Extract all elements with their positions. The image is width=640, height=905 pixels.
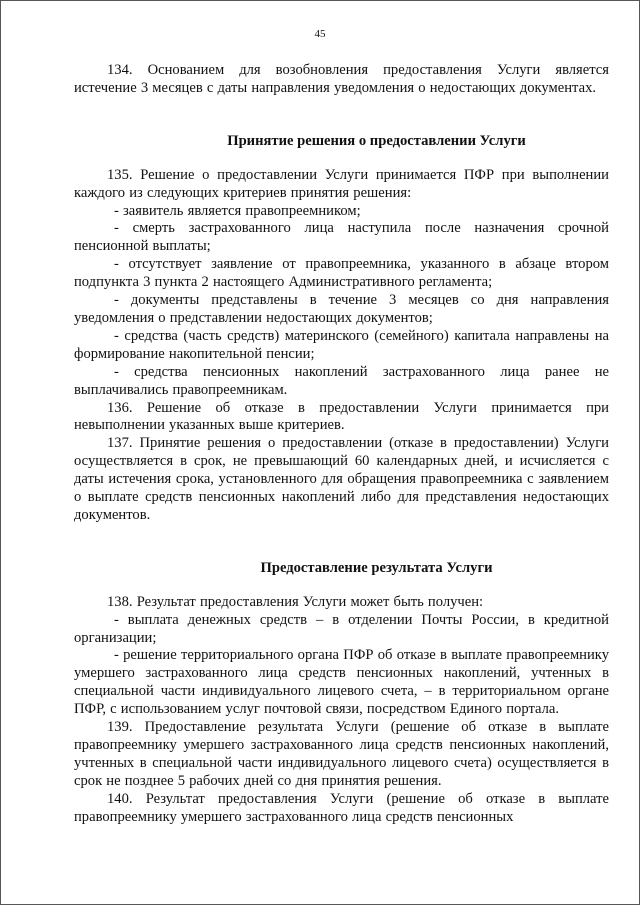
criterion-item: - отсутствует заявление от правопреемника, указанного в абзаце втором подпункта 3 пункта 2 настоящего Административного регламента; [74, 256, 609, 291]
paragraph-136: 136. Решение об отказе в предоставлении Услуги принимается при невыполнении указанных выше критериев. [74, 399, 609, 434]
criterion-item: - документы представлены в течение 3 месяцев со дня направления уведомления о представлении недостающих документов; [74, 292, 609, 326]
paragraph-138: 138. Результат предоставления Услуги может быть получен: [107, 593, 484, 610]
paragraph-139: 139. Предоставление результата Услуги (решение об отказе в выплате правопреемнику умершего застрахованного лица средств пенсионных накоплений, учтенных в специальной части индивидуального лицевого счета) осуществляется в срок не позднее 5 рабочих дней со дня принятия решения. [74, 719, 609, 789]
paragraph-134: 134. Основанием для возобновления предоставления Услуги является истечение 3 месяцев с даты направления уведомления о недостающих документах. [74, 62, 609, 96]
page-number: 45 [314, 28, 326, 40]
section-heading-decision: Принятие решения о предоставлении Услуги [227, 132, 526, 149]
document-body [74, 62, 609, 827]
criterion-item: - средства (часть средств) материнского (семейного) капитала направлены на формирование накопительной пенсии; [74, 327, 609, 362]
section-heading-result: Предоставление результата Услуги [260, 559, 493, 576]
criterion-item: - заявитель является правопреемником; [114, 202, 361, 219]
result-option-item: - решение территориального органа ПФР об отказе в выплате правопреемнику умершего застрахованного лица средств пенсионных накоплений, учтенных в специальной части индивидуального лицевого счета, – в территориальном органе ПФР, с использованием услуг почтовой связи, посредством Единого портала. [74, 647, 609, 718]
paragraph-140: 140. Результат предоставления Услуги (решение об отказе в выплате правопреемнику умершего застрахованного лица средств пенсионных [74, 790, 609, 825]
paragraph-137: 137. Принятие решения о предоставлении (отказе в предоставлении) Услуги осуществляется в срок, не превышающий 60 календарных дней, и исчисляется с даты истечения срока, установленного для обращения правопреемника с заявлением о выплате средств пенсионных накоплений либо для представления недостающих документов. [74, 435, 609, 523]
criterion-item: - смерть застрахованного лица наступила после назначения срочной пенсионной выплаты; [74, 220, 609, 255]
criterion-item: - средства пенсионных накоплений застрахованного лица ранее не выплачивались правопреемникам. [74, 363, 609, 398]
result-option-item: - выплата денежных средств – в отделении Почты России, в кредитной организации; [74, 611, 609, 646]
paragraph-135: 135. Решение о предоставлении Услуги принимается ПФР при выполнении каждого из следующих критериев принятия решения: [74, 166, 609, 201]
